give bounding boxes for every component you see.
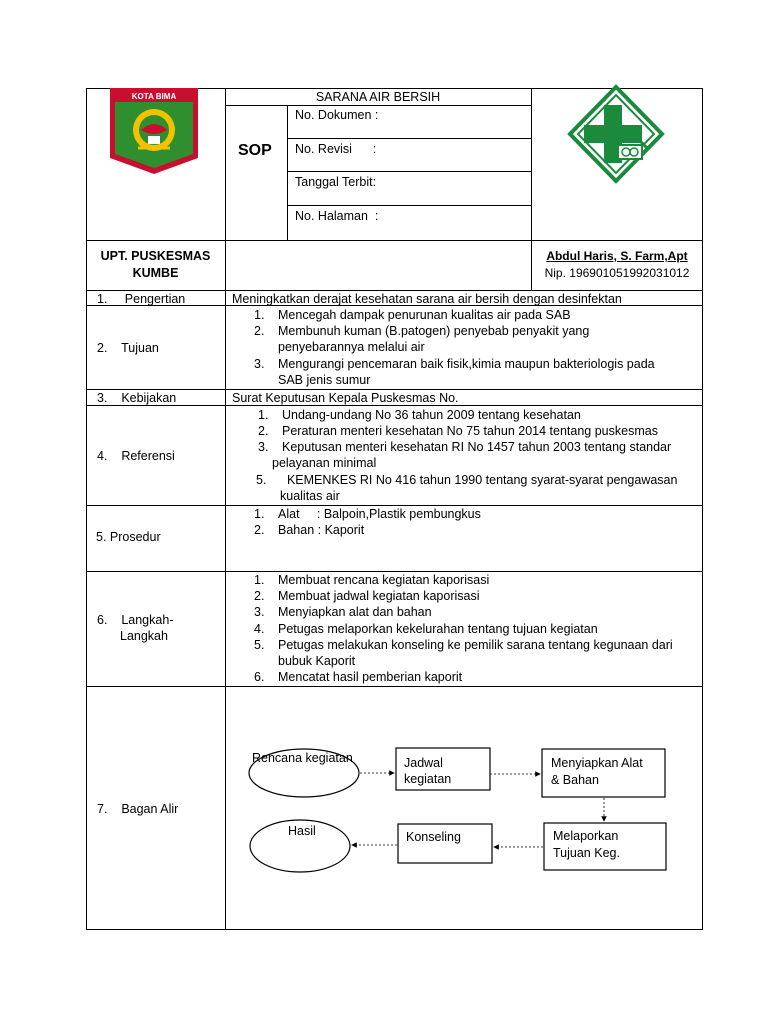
logo-text: KOTA BIMA <box>131 92 177 101</box>
label-tujuan: 2. Tujuan <box>97 341 159 355</box>
kebijakan-text: Surat Keputusan Kepala Puskesmas No. <box>232 391 459 405</box>
list-item-cont: penyebarannya melalui air <box>278 340 425 354</box>
list-number: 2. <box>254 523 265 537</box>
list-number: 1. <box>254 507 265 521</box>
list-number: 5. <box>254 638 265 652</box>
flowchart <box>226 687 702 929</box>
list-item: Keputusan menteri kesehatan RI No 1457 tahun 2003 tentang standar <box>282 440 672 454</box>
field-tanggal-terbit: Tanggal Terbit: <box>295 175 377 189</box>
label-kebijakan: 3. Kebijakan <box>97 391 177 405</box>
list-item: Membuat rencana kegiatan kaporisasi <box>278 573 490 587</box>
list-item: Petugas melakukan konseling ke pemilik sarana tentang kegunaan dari <box>278 638 673 652</box>
document-title: SARANA AIR BERSIH <box>315 90 441 104</box>
list-item: Menyiapkan alat dan bahan <box>278 605 432 619</box>
list-number: 1. <box>258 408 269 422</box>
node-label-siapkan-2: & Bahan <box>551 773 599 787</box>
unit-name-line2: KUMBE <box>132 266 179 280</box>
list-number: 2. <box>254 589 265 603</box>
list-item: Undang-undang No 36 tahun 2009 tentang kesehatan <box>282 408 581 422</box>
node-label-hasil: Hasil <box>288 824 316 838</box>
list-number: 3. <box>254 357 265 371</box>
puskesmas-logo <box>566 83 666 185</box>
node-label-jadwal-2: kegiatan <box>404 772 452 786</box>
list-number: 2. <box>254 324 265 338</box>
label-langkah-line1: 6. Langkah- <box>97 613 174 627</box>
list-number: 2. <box>258 424 269 438</box>
signer-nip: Nip. 196901051992031012 <box>544 266 690 280</box>
field-no-revisi: No. Revisi : <box>295 142 377 156</box>
list-item: KEMENKES RI No 416 tahun 1990 tentang syarat-syarat pengawasan <box>280 473 678 487</box>
list-item-cont: SAB jenis sumur <box>278 373 371 387</box>
label-bagan-alir: 7. Bagan Alir <box>97 802 179 816</box>
list-item: Mengurangi pencemaran baik fisik,kimia maupun bakteriologis pada <box>278 357 655 371</box>
list-item: Membuat jadwal kegiatan kaporisasi <box>278 589 480 603</box>
list-item: Mencatat hasil pemberian kaporit <box>278 670 463 684</box>
list-item-cont: kualitas air <box>280 489 340 503</box>
list-item: Mencegah dampak penurunan kualitas air pada SAB <box>278 308 571 322</box>
list-item-cont: bubuk Kaporit <box>278 654 356 668</box>
list-number: 3. <box>258 440 269 454</box>
pengertian-text: Meningkatkan derajat kesehatan sarana air bersih dengan desinfektan <box>232 292 622 306</box>
list-item: Membunuh kuman (B.patogen) penyebab penyakit yang <box>278 324 590 338</box>
label-prosedur: 5. Prosedur <box>96 530 161 544</box>
node-label-rencana: Rencana kegiatan <box>252 751 353 765</box>
label-pengertian: 1. Pengertian <box>97 292 186 306</box>
signer-name: Abdul Haris, S. Farm,Apt <box>546 249 688 263</box>
kota-bima-logo <box>108 88 200 176</box>
list-number: 1. <box>254 308 265 322</box>
list-item: Petugas melaporkan kekelurahan tentang tujuan kegiatan <box>278 622 598 636</box>
field-no-halaman: No. Halaman : <box>295 209 379 223</box>
list-item: Alat : Balpoin,Plastik pembungkus <box>278 507 481 521</box>
list-number: 6. <box>254 670 265 684</box>
node-label-konseling: Konseling <box>406 830 461 844</box>
list-item: Bahan : Kaporit <box>278 523 365 537</box>
label-referensi: 4. Referensi <box>97 449 175 463</box>
field-no-dokumen: No. Dokumen : <box>295 108 379 122</box>
list-number: 3. <box>254 605 265 619</box>
list-number: 4. <box>254 622 265 636</box>
label-langkah-line2: Langkah <box>120 629 168 643</box>
list-number: 5. <box>256 473 267 487</box>
list-number: 1. <box>254 573 265 587</box>
node-label-jadwal-1: Jadwal <box>404 756 443 770</box>
node-label-lapor-1: Melaporkan <box>553 829 619 843</box>
sop-label: SOP <box>238 142 272 159</box>
list-item: Peraturan menteri kesehatan No 75 tahun 2014 tentang puskesmas <box>282 424 658 438</box>
node-label-siapkan-1: Menyiapkan Alat <box>551 756 643 770</box>
unit-name-line1: UPT. PUSKESMAS <box>100 249 211 263</box>
list-item-cont: pelayanan minimal <box>272 456 377 470</box>
node-label-lapor-2: Tujuan Keg. <box>553 846 620 860</box>
